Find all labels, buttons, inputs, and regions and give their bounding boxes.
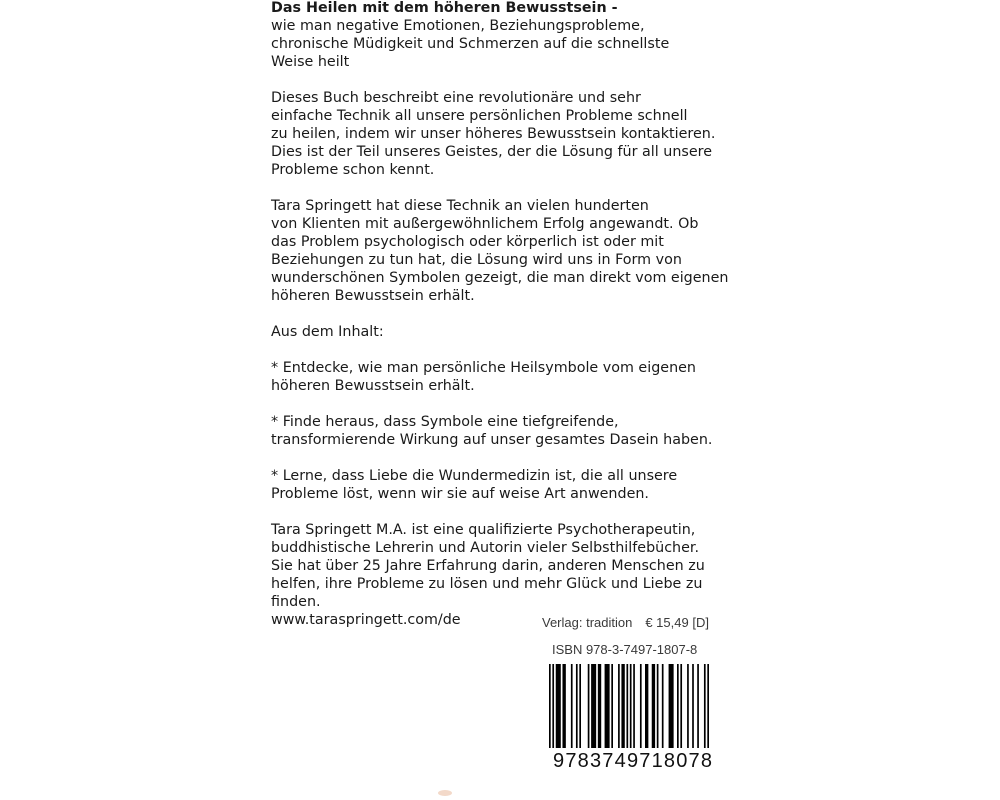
paper-smudge: [438, 790, 452, 796]
barcode-bar: [697, 664, 699, 748]
paragraph: [271, 413, 741, 449]
paragraph-line: von Klienten mit außergewöhnlichem Erfolg angewandt. Ob: [271, 216, 699, 232]
publisher-line: [542, 615, 722, 630]
publisher-label: Verlag: tradition: [542, 615, 633, 630]
paragraph-line: Tara Springett hat diese Technik an vielen hunderten: [271, 198, 649, 214]
barcode-bar: [556, 664, 561, 748]
paragraph-line: höheren Bewusstsein erhält.: [271, 378, 475, 394]
barcode-bar: [707, 664, 709, 748]
barcode-bar: [677, 664, 679, 748]
paragraph-line: zu heilen, indem wir unser höheres Bewusstsein kontaktieren.: [271, 126, 716, 142]
barcode-bar: [605, 664, 610, 748]
subtitle-line: chronische Müdigkeit und Schmerzen auf die schnellste: [271, 36, 670, 52]
paragraph: [271, 323, 741, 341]
barcode-bar: [611, 664, 613, 748]
back-cover-blurb: [271, 0, 741, 647]
barcode-bar: [562, 664, 565, 748]
paragraph: [271, 197, 741, 305]
paragraph-line: helfen, ihre Probleme zu lösen und mehr Glück und Liebe zu: [271, 576, 703, 592]
paragraph-line: Dies ist der Teil unseres Geistes, der die Lösung für all unsere: [271, 144, 713, 160]
barcode-bar: [621, 664, 624, 748]
barcode-bar: [657, 664, 659, 748]
paragraph-line: Tara Springett M.A. ist eine qualifizierte Psychotherapeutin,: [271, 522, 696, 538]
paragraph: [271, 521, 741, 629]
barcode-bar: [579, 664, 581, 748]
paragraph-line: Beziehungen zu tun hat, die Lösung wird uns in Form von: [271, 252, 682, 268]
paragraph-line: das Problem psychologisch oder körperlich ist oder mit: [271, 234, 664, 250]
barcode-bar: [552, 664, 554, 748]
paragraph-line: Probleme löst, wenn wir sie auf weise Art anwenden.: [271, 486, 649, 502]
barcode-bar: [549, 664, 551, 748]
intro-block: [271, 0, 741, 71]
barcode-bar: [669, 664, 674, 748]
paragraph-line: transformierende Wirkung auf unser gesamtes Dasein haben.: [271, 432, 713, 448]
paragraph: [271, 467, 741, 503]
publication-info: [542, 615, 722, 657]
barcode-bar: [692, 664, 694, 748]
barcode-bar: [687, 664, 689, 748]
paragraph: [271, 359, 741, 395]
subtitle-line: Weise heilt: [271, 54, 350, 70]
barcode-bar: [640, 664, 642, 748]
price-label: € 15,49 [D]: [645, 615, 709, 630]
paragraph-line: einfache Technik all unsere persönlichen Probleme schnell: [271, 108, 688, 124]
paragraph-line: * Lerne, dass Liebe die Wundermedizin ist, die all unsere: [271, 468, 678, 484]
isbn-label: ISBN 978-3-7497-1807-8: [552, 642, 698, 657]
barcode-bar: [633, 664, 635, 748]
paragraph-line: Dieses Buch beschreibt eine revolutionäre und sehr: [271, 90, 641, 106]
barcode-bar: [704, 664, 706, 748]
isbn-barcode: [549, 664, 709, 748]
paragraph-line: Probleme schon kennt.: [271, 162, 435, 178]
subtitle-line: wie man negative Emotionen, Beziehungsprobleme,: [271, 18, 645, 34]
barcode-bar: [598, 664, 601, 748]
paragraph-line: finden.: [271, 594, 321, 610]
book-title: Das Heilen mit dem höheren Bewusstsein -: [271, 0, 618, 16]
paragraph-line: buddhistische Lehrerin und Autorin vieler Selbsthilfebücher.: [271, 540, 700, 556]
paragraph-line: * Finde heraus, dass Symbole eine tiefgreifende,: [271, 414, 619, 430]
paragraph-line: Sie hat über 25 Jahre Erfahrung darin, anderen Menschen zu: [271, 558, 705, 574]
barcode-bar: [645, 664, 648, 748]
barcode-bar: [588, 664, 590, 748]
barcode-bar: [618, 664, 620, 748]
description-paragraphs: [271, 89, 741, 629]
paragraph-line: www.taraspringett.com/de: [271, 612, 461, 628]
barcode-bar: [591, 664, 596, 748]
paragraph: [271, 89, 741, 179]
paragraph-line: wunderschönen Symbolen gezeigt, die man direkt vom eigenen: [271, 270, 729, 286]
barcode-bar: [630, 664, 632, 748]
barcode-bar: [576, 664, 578, 748]
paragraph-line: höheren Bewusstsein erhält.: [271, 288, 475, 304]
barcode-bar: [626, 664, 628, 748]
barcode-bar: [680, 664, 682, 748]
barcode-number: 9783749718078: [553, 750, 714, 772]
barcode-bar: [662, 664, 664, 748]
barcode-bar: [571, 664, 573, 748]
paragraph-line: * Entdecke, wie man persönliche Heilsymbole vom eigenen: [271, 360, 696, 376]
barcode-bar: [652, 664, 655, 748]
paragraph-line: Aus dem Inhalt:: [271, 324, 384, 340]
